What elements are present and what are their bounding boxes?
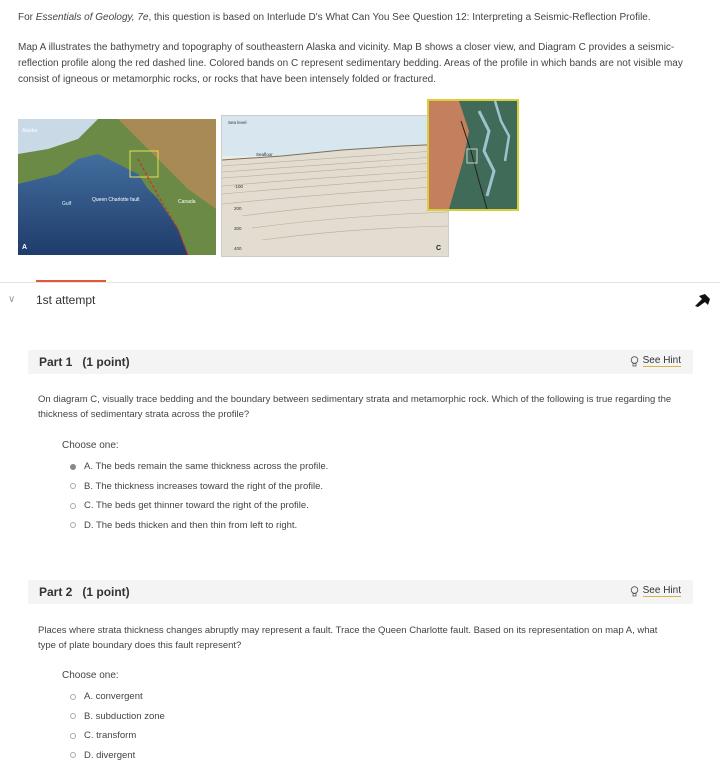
intro-paragraph: Map A illustrates the bathymetry and topography of southeastern Alaska and vicinity. Map B shows a closer view, and Diagram C provides a seismic-reflection profile along the red dashed line. Colored bands on C represent sedimentary bedding. Areas of the profile in which bands are not visible may consist of igneous or metamorphic rocks, or rocks that have been intensely folded or fractured.: [18, 42, 683, 85]
part-1-option-c[interactable]: C. The beds get thinner toward the right of the profile.: [70, 496, 328, 516]
radio-icon[interactable]: [70, 503, 76, 509]
intro-text: [18, 10, 708, 98]
part-1-hint-button[interactable]: [630, 355, 681, 367]
part-1-option-b[interactable]: B. The thickness increases toward the right of the profile.: [70, 477, 328, 497]
profile-depth-2: 200: [234, 206, 242, 211]
map-a-canada: Canada: [178, 199, 196, 205]
map-a: [18, 119, 216, 255]
lightbulb-icon: [630, 586, 639, 597]
map-a-gulf: Gulf: [62, 201, 72, 207]
part-1-question: On diagram C, visually trace bedding and the boundary between sedimentary strata and metamorphic rock. Which of the following is true regarding the thickness of sedimentary strata across the profile?: [38, 394, 672, 420]
part-2-option-a[interactable]: A. convergent: [70, 687, 165, 707]
intro-line: For Essentials of Geology, 7e, this question is based on Interlude D's What Can You See Question 12: Interpreting a Seismic-Reflection Profile.: [18, 12, 651, 23]
part-2-options: [70, 687, 165, 765]
chevron-down-icon[interactable]: ∨: [8, 294, 16, 305]
seismic-profile: [221, 115, 449, 257]
part-1-option-a[interactable]: A. The beds remain the same thickness across the profile.: [70, 457, 328, 477]
part-2-choose-label: Choose one:: [62, 670, 119, 681]
radio-icon[interactable]: [70, 522, 76, 528]
part-2-option-b[interactable]: B. subduction zone: [70, 707, 165, 727]
map-a-letter: A: [22, 244, 28, 251]
profile-depth-4: 400: [234, 246, 242, 251]
part-2-option-c[interactable]: C. transform: [70, 726, 165, 746]
pin-icon[interactable]: [694, 292, 712, 313]
profile-depth-3: 300: [234, 226, 242, 231]
radio-icon[interactable]: [70, 483, 76, 489]
part-2-hint-label: See Hint: [642, 585, 681, 596]
profile-letter: C: [436, 245, 442, 252]
part-2-option-d[interactable]: D. divergent: [70, 746, 165, 766]
part-1-option-d[interactable]: D. The beds thicken and then thin from left to right.: [70, 516, 328, 536]
part-1-header: [28, 350, 693, 374]
profile-seafloor: Seafloor: [256, 152, 273, 157]
radio-icon[interactable]: [70, 733, 76, 739]
part-2-title: Part 2 (1 point): [39, 585, 130, 599]
map-b-inset: [427, 99, 519, 211]
radio-icon[interactable]: [70, 694, 76, 700]
attempt-label: 1st attempt: [36, 293, 96, 307]
lightbulb-icon: [630, 356, 639, 367]
part-1-hint-label: See Hint: [642, 355, 681, 366]
part-1-title: Part 1 (1 point): [39, 355, 130, 369]
part-2-hint-button[interactable]: [630, 585, 681, 597]
part-2-question: Places where strata thickness changes abruptly may represent a fault. Trace the Queen Charlotte fault. Based on its representation on map A, what type of plate boundary does this fault represent?: [38, 625, 658, 651]
section-divider: [0, 282, 720, 283]
part-2-header: [28, 580, 693, 604]
part-1-choose-label: Choose one:: [62, 440, 119, 451]
map-a-title: Alaska: [22, 128, 38, 134]
attempt-header[interactable]: [0, 288, 720, 314]
profile-sea-level: Sea level: [228, 120, 247, 125]
part-1-options: [70, 457, 328, 535]
map-a-fault: Queen Charlotte fault: [92, 197, 140, 203]
profile-depth-1: -100: [234, 184, 244, 189]
radio-selected-icon[interactable]: [70, 464, 76, 470]
radio-icon[interactable]: [70, 752, 76, 758]
figure-panel: [18, 99, 518, 257]
radio-icon[interactable]: [70, 713, 76, 719]
